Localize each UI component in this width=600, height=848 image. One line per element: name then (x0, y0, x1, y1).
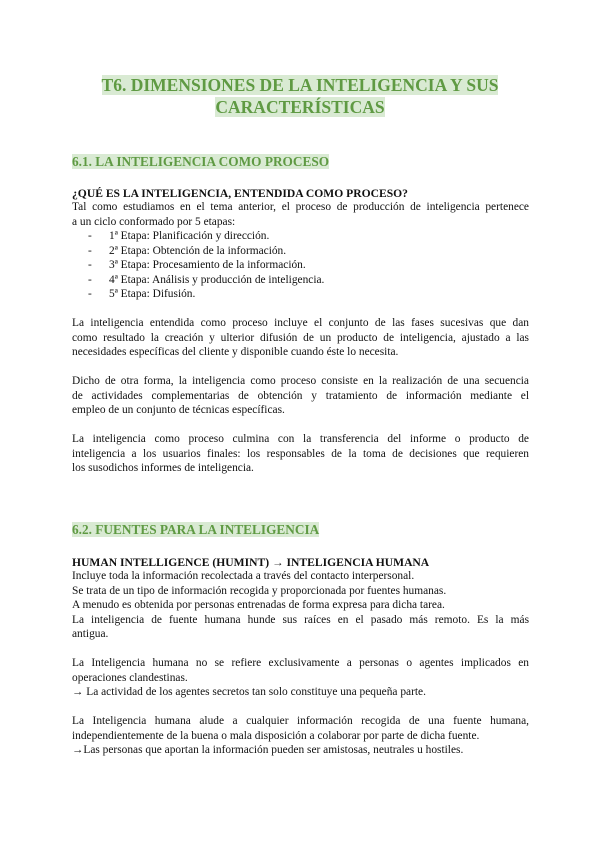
list-item: - 5ª Etapa: Difusión. (88, 288, 196, 301)
list-item: - 3ª Etapa: Procesamiento de la información. (88, 259, 306, 272)
subheading-humint: HUMAN INTELLIGENCE (HUMINT) → INTELIGENCIA HUMANA (72, 556, 430, 569)
paragraph-humint-2: La Inteligencia humana no se refiere exclusivamente a personas o agentes implicados en operaciones clandestinas. → La actividad de los agentes secretos tan solo constituye una pequeña parte. (72, 657, 529, 699)
document-title (72, 74, 528, 118)
title-line-1: T6. DIMENSIONES DE LA INTELIGENCIA Y SUS (101, 75, 499, 95)
list-item: - 2ª Etapa: Obtención de la información. (88, 244, 287, 257)
paragraph-proceso-3: La inteligencia como proceso culmina con la transferencia del informe o producto de inteligencia a los usuarios finales: los responsables de la toma de decisiones que requieren los susodichos informes de inteligencia. (72, 433, 529, 475)
paragraph-proceso-2: Dicho de otra forma, la inteligencia como proceso consiste en la realización de una secuencia de actividades complementarias de obtención y tratamiento de información mediante el empleo de un conjunto de técnicas específicas. (72, 375, 529, 417)
stages-list (88, 229, 324, 302)
title-line-2: CARACTERÍSTICAS (215, 97, 385, 117)
paragraph-proceso-1: La inteligencia entendida como proceso incluye el conjunto de las fases sucesivas que dan como resultado la creación y ulterior difusión de un producto de inteligencia, ajustado a las necesidades específicas del cliente y disponible cuando éste lo necesita. (72, 317, 529, 359)
intro-line-1: Tal como estudiamos en el tema anterior, el proceso de producción de inteligencia pertenece (72, 201, 529, 213)
subheading-que-es: ¿QUÉ ES LA INTELIGENCIA, ENTENDIDA COMO PROCESO? (72, 187, 408, 200)
list-item: - 1ª Etapa: Planificación y dirección. (88, 230, 270, 242)
section-heading-1: 6.1. LA INTELIGENCIA COMO PROCESO (72, 154, 330, 169)
section-heading-2: 6.2. FUENTES PARA LA INTELIGENCIA (72, 522, 320, 537)
intro-line-2: a un ciclo conformado por 5 etapas: (72, 215, 236, 228)
paragraph-humint-3: La Inteligencia humana alude a cualquier información recogida de una fuente humana, independientemente de la buena o mala disposición a colaborar por parte de dicha fuente. →Las personas que aportan la información pueden ser amistosas, neutrales u hostiles. (72, 715, 529, 757)
intro-paragraph (72, 200, 529, 229)
list-item: - 4ª Etapa: Análisis y producción de inteligencia. (88, 273, 325, 286)
paragraph-humint-1: Incluye toda la información recolectada a través del contacto interpersonal. Se trata de un tipo de información recogida y proporcionada por fuentes humanas. A menudo es obtenida por personas entrenadas de forma expresa para dicha tarea. La inteligencia de fuente humana hunde sus raíces en el pasado más remoto. Es la más antigua. (72, 570, 529, 641)
